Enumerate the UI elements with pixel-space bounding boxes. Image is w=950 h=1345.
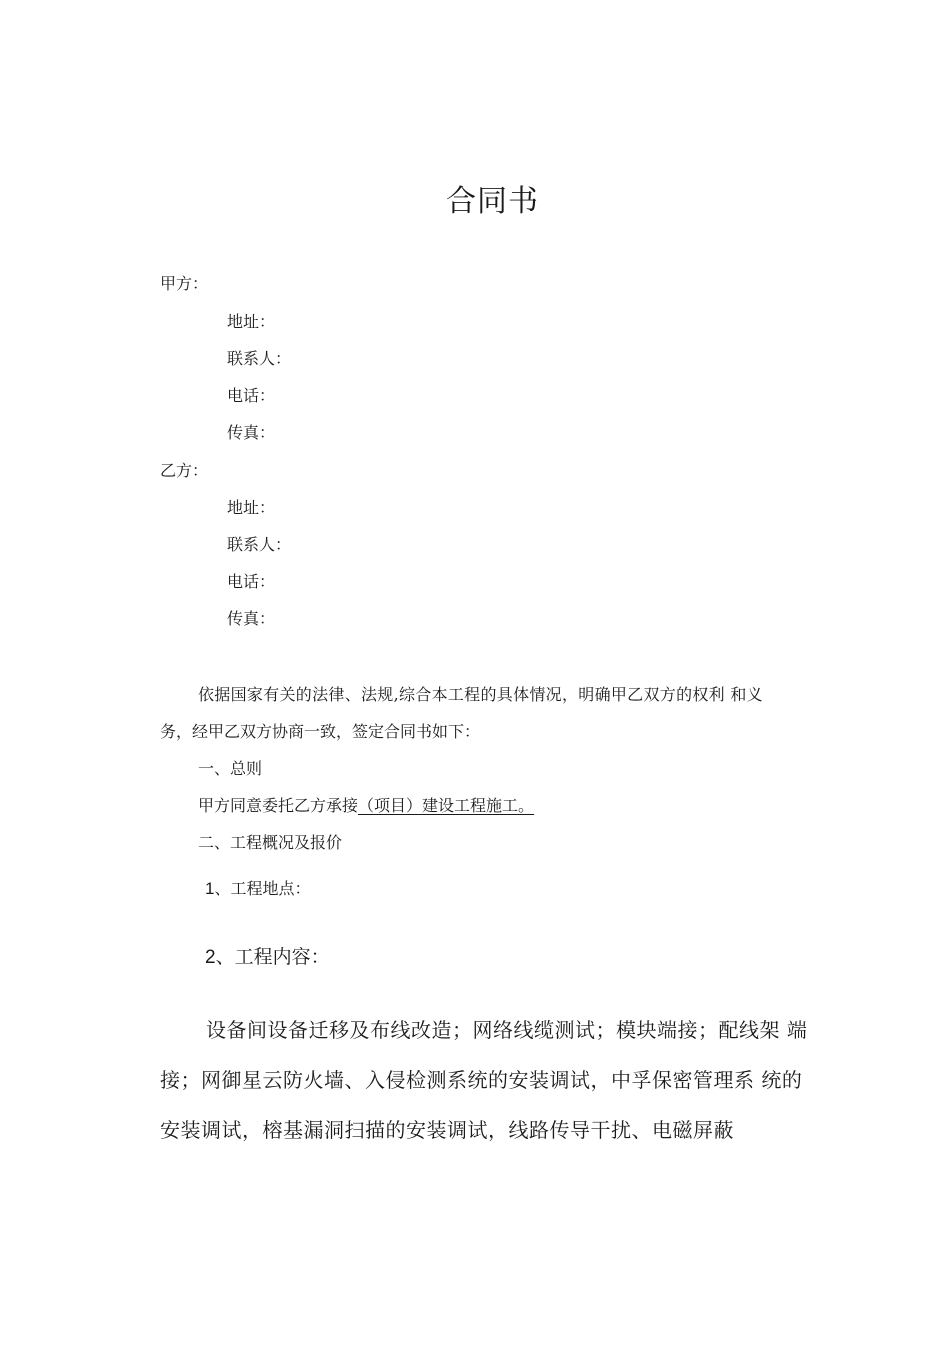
party-a-phone: 电话： xyxy=(227,386,276,405)
party-b-address: 地址： xyxy=(227,498,276,517)
item-1-text: 、工程地点： xyxy=(214,879,311,898)
content-line-1: 设备间设备迁移及布线改造；网络线缆测试；模块端接；配线架 端 xyxy=(206,1018,808,1042)
intro-line-1: 依据国家有关的法律、法规,综合本工程的具体情况，明确甲乙双方的权利 和义 xyxy=(198,685,763,704)
document-title: 合同书 xyxy=(446,184,539,219)
section-1-text-underlined: （项目）建设工程施工。 xyxy=(358,796,535,815)
party-b-phone: 电话： xyxy=(227,572,276,591)
party-b-label: 乙方： xyxy=(160,461,209,480)
intro-line-2: 务，经甲乙双方协商一致，签定合同书如下： xyxy=(160,722,481,741)
content-line-2: 接；网御星云防火墙、入侵检测系统的安装调试，中孚保密管理系 统的 xyxy=(160,1068,803,1092)
item-2-text: 、工程内容： xyxy=(215,946,330,968)
party-a-address: 地址： xyxy=(227,312,276,331)
item-1-number: 1 xyxy=(205,879,215,898)
party-b-fax: 传真： xyxy=(227,609,276,628)
party-a-label: 甲方： xyxy=(160,274,209,293)
content-line-3: 安装调试，榕基漏洞扫描的安装调试，线路传导干扰、电磁屏蔽 xyxy=(160,1118,734,1142)
item-2 xyxy=(205,942,330,969)
party-a-fax: 传真： xyxy=(227,423,276,442)
item-1 xyxy=(205,876,310,899)
section-1-heading: 一、总则 xyxy=(198,759,263,778)
section-1-text xyxy=(198,793,534,816)
section-2-heading: 二、工程概况及报价 xyxy=(198,833,343,852)
party-a-contact: 联系人： xyxy=(227,349,292,368)
party-b-contact: 联系人： xyxy=(227,535,292,554)
item-2-number: 2 xyxy=(205,947,216,968)
section-1-text-prefix: 甲方同意委托乙方承接 xyxy=(198,796,359,815)
